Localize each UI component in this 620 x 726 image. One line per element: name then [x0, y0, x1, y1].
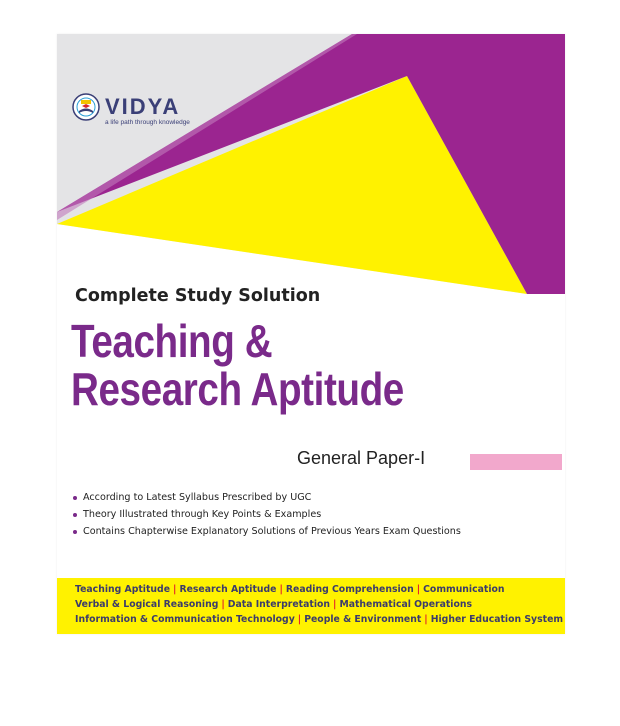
topic: People & Environment — [304, 614, 422, 625]
vidya-logo — [71, 92, 221, 132]
topic: Information & Communication Technology — [75, 614, 295, 625]
separator: | — [173, 584, 177, 595]
topic: Teaching Aptitude — [75, 584, 171, 595]
feature-item: Contains Chapterwise Explanatory Solutions of Previous Years Exam Questions — [73, 526, 461, 543]
bullet-icon — [73, 513, 77, 517]
topic-line-1 — [75, 584, 565, 599]
feature-list — [73, 492, 461, 543]
separator: | — [221, 599, 225, 610]
book-title — [71, 317, 404, 413]
topic: Mathematical Operations — [339, 599, 473, 610]
separator: | — [416, 584, 421, 595]
paper-row — [297, 448, 565, 474]
topic: Communication — [423, 584, 505, 595]
topic-line-3 — [75, 614, 565, 629]
feature-item: Theory Illustrated through Key Points & Examples — [73, 509, 461, 526]
bullet-icon — [73, 530, 77, 534]
topic: Research Aptitude — [179, 584, 277, 595]
topics-band — [57, 578, 565, 634]
separator: | — [279, 584, 283, 595]
topic-line-2 — [75, 599, 565, 614]
feature-item: According to Latest Syllabus Prescribed by UGC — [73, 492, 461, 509]
book-cover — [57, 34, 565, 634]
pink-accent-bar — [470, 454, 562, 470]
brand-tagline: a life path through knowledge — [105, 119, 190, 126]
separator: | — [297, 614, 302, 625]
topic: Verbal & Logical Reasoning — [75, 599, 219, 610]
paper-label: General Paper-I — [297, 448, 426, 468]
separator: | — [333, 599, 337, 610]
title-line-2: Research Aptitude — [71, 363, 404, 415]
brand-name: VIDYA — [105, 94, 181, 119]
logo-emblem-icon — [71, 92, 101, 122]
cover-subtitle: Complete Study Solution — [75, 286, 321, 306]
bullet-icon — [73, 496, 77, 500]
topic: Data Interpretation — [227, 599, 331, 610]
separator: | — [424, 614, 428, 625]
topic: Reading Comprehension — [285, 584, 414, 595]
topic: Higher Education System — [430, 614, 564, 625]
title-line-1: Teaching & — [71, 315, 273, 367]
